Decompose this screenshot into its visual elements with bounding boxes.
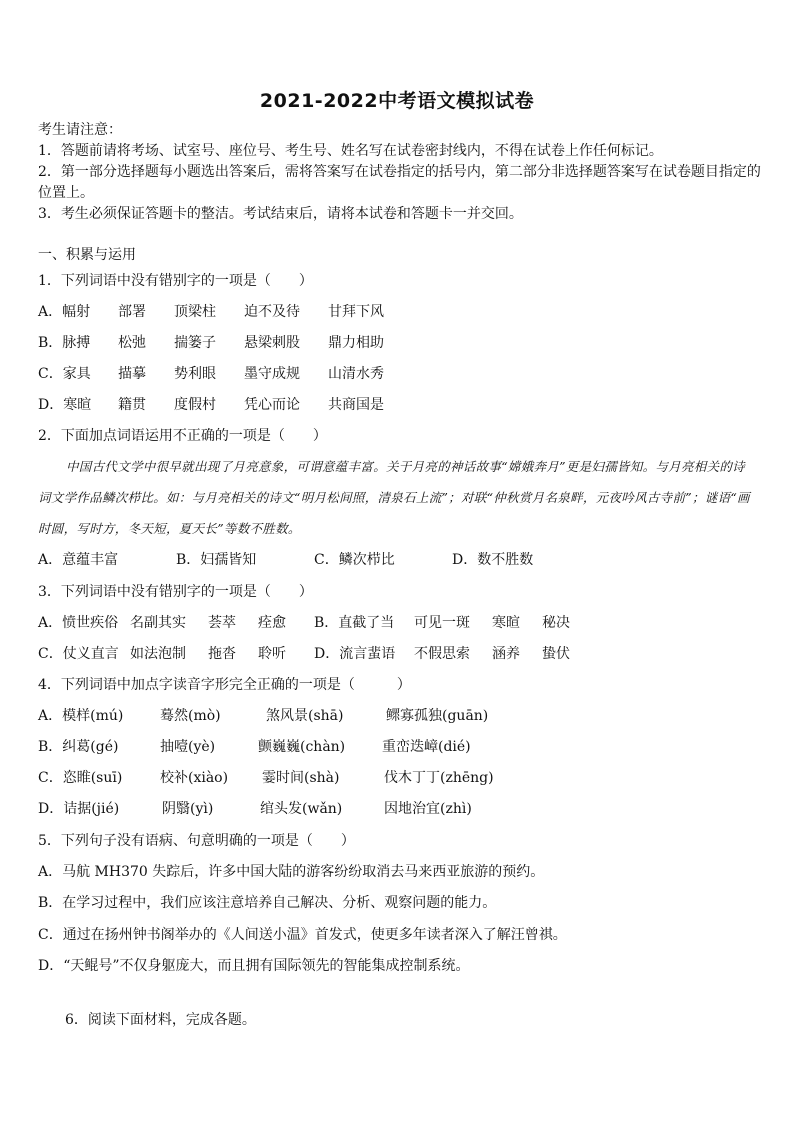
- q2-stem: 2．下面加点词语运用不正确的一项是（ ）: [38, 428, 327, 444]
- notice-item-1: 1．答题前请将考场、试室号、座位号、考生号、姓名写在试卷密封线内，不得在试卷上作任何标记。: [38, 143, 663, 159]
- q5-option-d: D．“天鲲号”不仅身躯庞大，而且拥有国际领先的智能集成控制系统。: [38, 958, 470, 974]
- q1-b-word-2: 松弛: [118, 335, 146, 351]
- q4-a-word-1: A．模样(mú): [38, 708, 124, 724]
- q4-b-word-3: 颤巍巍(chàn): [258, 739, 346, 755]
- q1-c-word-1: C．家具: [38, 366, 91, 382]
- q3-a-word-2: 名副其实: [130, 615, 186, 631]
- q3-c-word-3: 拖沓: [208, 646, 236, 662]
- q6-stem: 6．阅读下面材料，完成各题。: [65, 1012, 256, 1028]
- q3-d-word-2: 不假思索: [414, 646, 470, 662]
- q3-a-word-3: 荟萃: [208, 615, 236, 631]
- q3-c-word-1: C．仗义直言: [38, 646, 119, 662]
- q4-a-word-2: 蓦然(mò): [160, 708, 221, 724]
- q3-c-word-2: 如法泡制: [130, 646, 186, 662]
- q4-b-word-2: 抽噎(yè): [160, 739, 216, 755]
- q4-c-word-1: C．恣睢(suī): [38, 770, 123, 786]
- q3-d-word-4: 蛰伏: [542, 646, 570, 662]
- q3-stem: 3．下列词语中没有错别字的一项是（ ）: [38, 584, 313, 600]
- q1-b-word-3: 揣篓子: [174, 335, 216, 351]
- q1-c-word-4: 墨守成规: [244, 366, 300, 382]
- q4-b-word-1: B．纠葛(gé): [38, 739, 119, 755]
- q4-d-word-3: 绾头发(wǎn): [260, 801, 343, 817]
- q1-d-word-3: 度假村: [174, 397, 216, 413]
- q1-b-word-5: 鼎力相助: [328, 335, 384, 351]
- q1-a-word-4: 迫不及待: [244, 304, 300, 320]
- q5-option-c: C．通过在扬州钟书阁举办的《人间送小温》首发式，使更多年读者深入了解汪曾祺。: [38, 927, 567, 943]
- q4-d-word-1: D．诘据(jié): [38, 801, 120, 817]
- q1-b-word-4: 悬梁刺股: [244, 335, 300, 351]
- q1-d-word-4: 凭心而论: [244, 397, 300, 413]
- notice-item-2: 2．第一部分选择题每小题选出答案后，需将答案写在试卷指定的括号内，第二部分非选择题答案写在试卷题目指定的: [38, 164, 761, 180]
- q1-a-word-2: 部署: [118, 304, 146, 320]
- q3-b-word-2: 可见一斑: [414, 615, 470, 631]
- q1-a-word-5: 甘拜下风: [328, 304, 384, 320]
- q1-c-word-5: 山清水秀: [328, 366, 384, 382]
- q1-c-word-3: 势利眼: [174, 366, 216, 382]
- q4-c-word-3: 霎时间(shà): [262, 770, 340, 786]
- q2-option-b: B．妇孺皆知: [176, 552, 257, 568]
- page-title: 2021-2022中考语文模拟试卷: [259, 90, 535, 112]
- q4-c-word-2: 校补(xiào): [160, 770, 229, 786]
- q4-d-word-4: 因地治宜(zhì): [384, 801, 472, 817]
- q3-a-word-4: 痊愈: [258, 615, 286, 631]
- q2-option-a: A．意蕴丰富: [38, 552, 119, 568]
- section-heading: 一、积累与运用: [38, 247, 136, 263]
- q1-a-word-1: A．幅射: [38, 304, 91, 320]
- q2-option-c: C．鳞次栉比: [314, 552, 395, 568]
- q4-b-word-4: 重峦迭嶂(dié): [382, 739, 471, 755]
- q1-a-word-3: 顶梁柱: [174, 304, 216, 320]
- q3-b-word-4: 秘决: [542, 615, 570, 631]
- q4-d-word-2: 阴翳(yì): [162, 801, 214, 817]
- q1-stem: 1．下列词语中没有错别字的一项是（ ）: [38, 273, 313, 289]
- notice-item-2-cont: 位置上。: [38, 185, 94, 201]
- q1-d-word-2: 籍贯: [118, 397, 146, 413]
- q3-c-word-4: 聆听: [258, 646, 286, 662]
- q1-d-word-5: 共商国是: [328, 397, 384, 413]
- q3-b-word-3: 寒暄: [492, 615, 520, 631]
- q4-stem: 4．下列词语中加点字读音字形完全正确的一项是（ ）: [38, 677, 411, 693]
- q3-a-word-1: A．愤世疾俗: [38, 615, 119, 631]
- q4-c-word-4: 伐木丁丁(zhēng): [384, 770, 494, 786]
- q3-d-word-3: 涵养: [492, 646, 520, 662]
- q1-d-word-1: D．寒暄: [38, 397, 92, 413]
- q5-stem: 5．下列句子没有语病、句意明确的一项是（ ）: [38, 833, 355, 849]
- q4-a-word-4: 鳏寡孤独(guān): [386, 708, 489, 724]
- notice-item-3: 3．考生必须保证答题卡的整洁。考试结束后，请将本试卷和答题卡一并交回。: [38, 206, 523, 222]
- q2-passage: 中国古代文学中很早就出现了月亮意象，可谓意蕴丰富。关于月亮的神话故事“嫦娥奔月”更是妇孺皆知。与月亮相关的诗词文学作品鳞次栉比。如：与月亮相关的诗文“明月松间照，清泉石上流”；对联“仲秋赏月名泉畔，元夜吟风古寺前”；谜语“画时圆，写时方，冬天短，夏天长”等数不胜数。: [38, 459, 750, 536]
- q1-b-word-1: B．脉搏: [38, 335, 91, 351]
- q5-option-a: A．马航 MH370 失踪后，许多中国大陆的游客纷纷取消去马来西亚旅游的预约。: [38, 864, 545, 880]
- notice-heading: 考生请注意：: [38, 122, 122, 138]
- q5-option-b: B．在学习过程中，我们应该注意培养自己解决、分析、观察问题的能力。: [38, 895, 497, 911]
- q1-c-word-2: 描摹: [118, 366, 146, 382]
- q2-option-d: D．数不胜数: [452, 552, 534, 568]
- q4-a-word-3: 煞风景(shā): [266, 708, 344, 724]
- q3-d-word-1: D．流言蜚语: [314, 646, 396, 662]
- q3-b-word-1: B．直截了当: [314, 615, 395, 631]
